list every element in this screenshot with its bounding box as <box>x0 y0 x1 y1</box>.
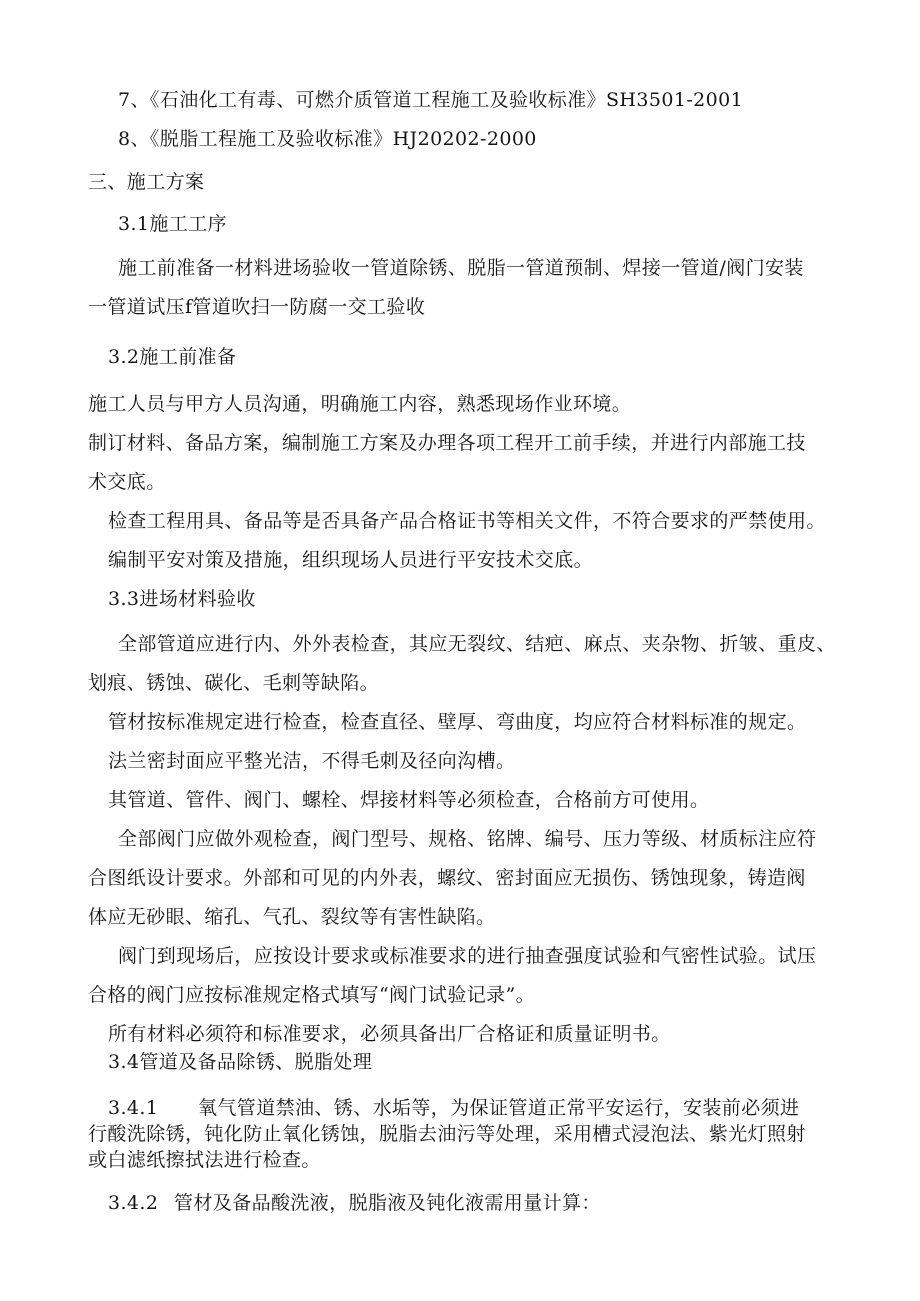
section-3-1-paragraph-line: 一管道试压f管道吹扫一防腐一交工验收 <box>88 296 426 318</box>
section-3-4-1-number: 3.4.1 <box>108 1097 159 1119</box>
section-3-4-heading: 3.4管道及备品除锈、脱脂处理 <box>108 1051 373 1073</box>
section-3-4-2-line <box>108 1191 601 1215</box>
section-3-1-paragraph-line: 施工前准备一材料进场验收一管道除锈、脱脂一管道预制、焊接一管道/阀门安装 <box>118 257 804 279</box>
section-3-4-2-paragraph-line: 管材及备品酸洗液，脱脂液及钝化液需用量计算： <box>174 1192 601 1214</box>
section-3-2-paragraph-line: 制订材料、备品方案，编制施工方案及办理各项工程开工前手续，并进行内部施工技 <box>88 432 806 454</box>
section-3-4-1-paragraph-line: 行酸洗除锈，钝化防止氧化锈蚀，脱脂去油污等处理，采用槽式浸泡法、紫光灯照射 <box>88 1123 806 1145</box>
section-3-3-paragraph-line: 管材按标准规定进行检查，检查直径、壁厚、弯曲度，均应符合材料标准的规定。 <box>108 711 807 733</box>
section-3-3-paragraph-line: 体应无砂眼、缩孔、气孔、裂纹等有害性缺陷。 <box>88 906 496 928</box>
section-3-4-2-number: 3.4.2 <box>108 1192 159 1214</box>
section-3-3-paragraph-line: 所有材料必须符和标准要求，必须具备出厂合格证和质量证明书。 <box>108 1023 671 1045</box>
section-3-heading: 三、施工方案 <box>88 171 205 193</box>
section-3-3-paragraph-line: 法兰密封面应平整光洁，不得毛刺及径向沟槽。 <box>108 750 516 772</box>
section-3-4-1-paragraph-line: 或白滤纸擦拭法进行检查。 <box>88 1149 321 1171</box>
section-3-2-paragraph-line: 检查工程用具、备品等是否具备产品合格证书等相关文件，不符合要求的严禁使用。 <box>108 510 826 532</box>
reference-item-8: 8、《脱脂工程施工及验收标准》HJ20202-2000 <box>118 128 537 150</box>
section-3-3-paragraph-line: 阀门到现场后，应按设计要求或标准要求的进行抽查强度试验和气密性试验。试压 <box>118 945 817 967</box>
section-3-2-heading: 3.2施工前准备 <box>108 346 237 368</box>
section-3-4-1-first-line <box>108 1096 799 1120</box>
reference-item-7: 7、《石油化工有毒、可燃介质管道工程施工及验收标准》SH3501-2001 <box>118 89 744 111</box>
section-3-3-heading: 3.3进场材料验收 <box>108 588 256 610</box>
section-3-4-1-paragraph-line: 氧气管道禁油、锈、水垢等，为保证管道正常平安运行，安装前必须进 <box>198 1097 800 1119</box>
section-3-2-paragraph-line: 施工人员与甲方人员沟通，明确施工内容，熟悉现场作业环境。 <box>88 393 632 415</box>
section-3-3-paragraph-line: 合图纸设计要求。外部和可见的内外表，螺纹、密封面应无损伤、锈蚀现象，铸造阀 <box>88 867 806 889</box>
section-3-3-paragraph-line: 合格的阀门应按标准规定格式填写“阀门试验记录”。 <box>88 984 536 1006</box>
section-3-2-paragraph-line: 术交底。 <box>88 471 166 493</box>
section-3-1-heading: 3.1施工工序 <box>118 213 228 235</box>
section-3-3-paragraph-line: 划痕、锈蚀、碳化、毛刺等缺陷。 <box>88 672 380 694</box>
section-3-2-paragraph-line: 编制平安对策及措施，组织现场人员进行平安技术交底。 <box>108 549 594 571</box>
section-3-3-paragraph-line: 全部阀门应做外观检查，阀门型号、规格、铭牌、编号、压力等级、材质标注应符 <box>118 828 817 850</box>
section-3-3-paragraph-line: 其管道、管件、阀门、螺栓、焊接材料等必须检查，合格前方可使用。 <box>108 789 710 811</box>
section-3-3-paragraph-line: 全部管道应进行内、外外表检查，其应无裂纹、结疤、麻点、夹杂物、折皱、重皮、 <box>118 633 836 655</box>
